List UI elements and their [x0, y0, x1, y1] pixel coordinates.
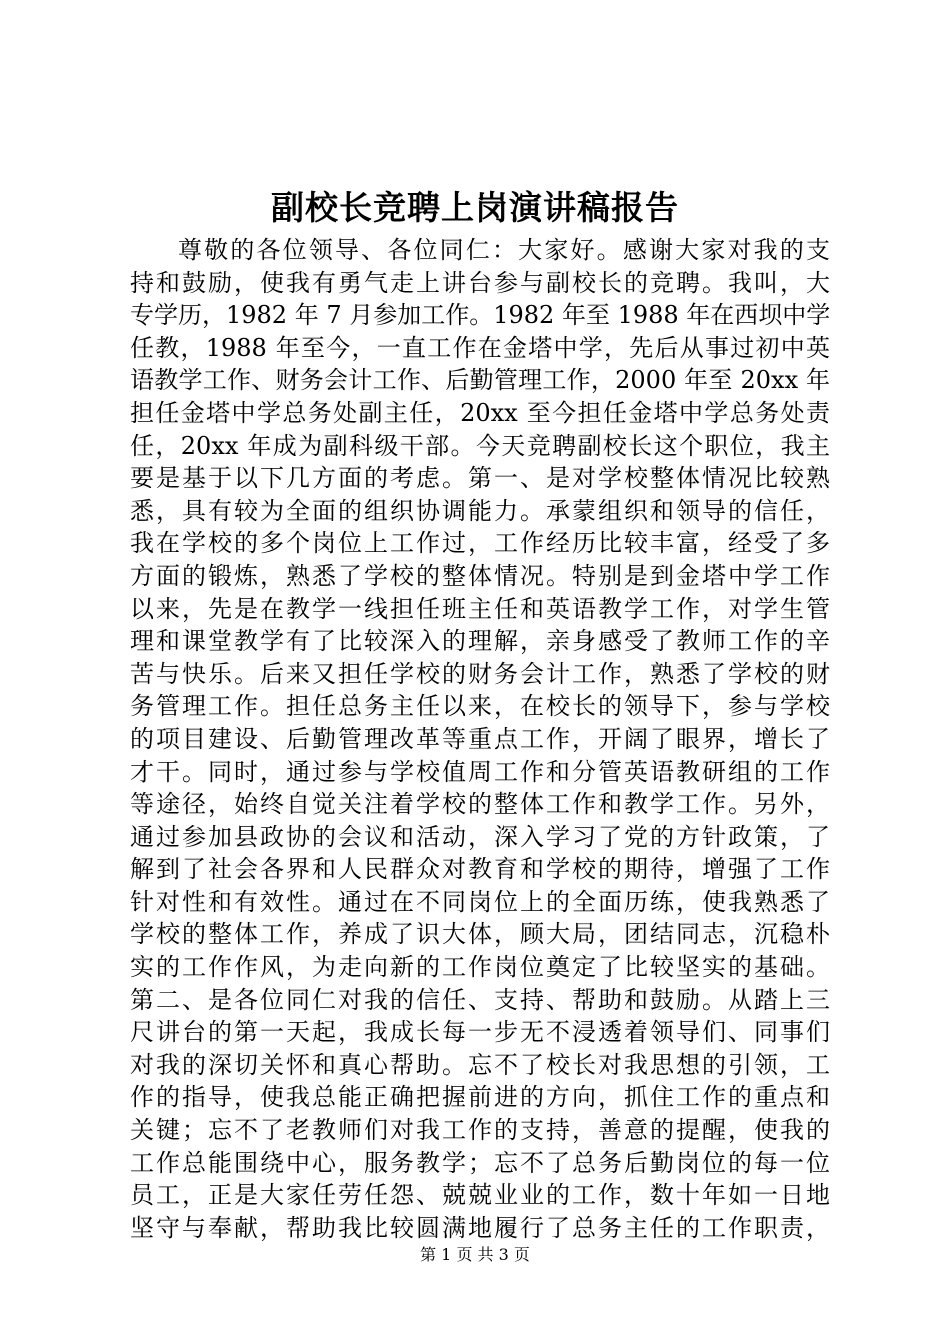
body-line: 员工，正是大家任劳任怨、兢兢业业的工作，数十年如一日地	[130, 1181, 830, 1210]
body-line: 通过参加县政协的会议和活动，深入学习了党的方针政策，了	[130, 822, 830, 851]
body-line: 任，20xx 年成为副科级干部。今天竞聘副校长这个职位，我主	[130, 431, 830, 460]
body-line: 工作总能围绕中心，服务教学；忘不了总务后勤岗位的每一位	[130, 1148, 830, 1177]
body-line: 苦与快乐。后来又担任学校的财务会计工作，熟悉了学校的财	[130, 659, 830, 688]
body-line: 我在学校的多个岗位上工作过，工作经历比较丰富，经受了多	[130, 529, 830, 558]
body-line: 持和鼓励，使我有勇气走上讲台参与副校长的竞聘。我叫，大	[130, 268, 830, 297]
body-line: 对我的深切关怀和真心帮助。忘不了校长对我思想的引领，工	[130, 1050, 830, 1079]
body-line: 专学历，1982 年 7 月参加工作。1982 年至 1988 年在西坝中学	[130, 301, 831, 330]
body-line: 实的工作作风，为走向新的工作岗位奠定了比较坚实的基础。	[130, 953, 830, 982]
body-line: 理和课堂教学有了比较深入的理解，亲身感受了教师工作的辛	[130, 627, 830, 656]
body-line: 任教，1988 年至今，一直工作在金塔中学，先后从事过初中英	[130, 333, 830, 362]
body-line: 的项目建设、后勤管理改革等重点工作，开阔了眼界，增长了	[130, 724, 830, 753]
body-line: 等途径，始终自觉关注着学校的整体工作和教学工作。另外，	[130, 790, 830, 819]
document-body	[130, 234, 830, 1244]
body-line: 悉，具有较为全面的组织协调能力。承蒙组织和领导的信任，	[130, 496, 830, 525]
body-line: 要是基于以下几方面的考虑。第一、是对学校整体情况比较熟	[130, 464, 830, 493]
page-number-footer: 第 1 页 共 3 页	[420, 1245, 530, 1264]
body-line: 以来，先是在教学一线担任班主任和英语教学工作，对学生管	[130, 594, 830, 623]
document-title: 副校长竞聘上岗演讲稿报告	[271, 188, 679, 227]
body-line: 尺讲台的第一天起，我成长每一步无不浸透着领导们、同事们	[130, 1018, 830, 1047]
body-line: 第二、是各位同仁对我的信任、支持、帮助和鼓励。从踏上三	[130, 985, 830, 1014]
body-line: 作的指导，使我总能正确把握前进的方向，抓住工作的重点和	[130, 1083, 830, 1112]
body-line: 针对性和有效性。通过在不同岗位上的全面历练，使我熟悉了	[130, 887, 830, 916]
body-line: 语教学工作、财务会计工作、后勤管理工作，2000 年至 20xx 年	[130, 366, 830, 395]
body-line: 方面的锻炼，熟悉了学校的整体情况。特别是到金塔中学工作	[130, 561, 830, 590]
body-line: 学校的整体工作，养成了识大体，顾大局，团结同志，沉稳朴	[130, 920, 830, 949]
body-line: 才干。同时，通过参与学校值周工作和分管英语教研组的工作	[130, 757, 830, 786]
body-line: 关键；忘不了老教师们对我工作的支持，善意的提醒，使我的	[130, 1116, 830, 1145]
body-line: 务管理工作。担任总务主任以来，在校长的领导下，参与学校	[130, 692, 830, 721]
body-line: 解到了社会各界和人民群众对教育和学校的期待，增强了工作	[130, 855, 830, 884]
body-line: 坚守与奉献，帮助我比较圆满地履行了总务主任的工作职责，	[130, 1213, 830, 1242]
body-line: 担任金塔中学总务处副主任，20xx 至今担任金塔中学总务处责	[130, 398, 830, 427]
body-line: 尊敬的各位领导、各位同仁：大家好。感谢大家对我的支	[178, 236, 830, 264]
